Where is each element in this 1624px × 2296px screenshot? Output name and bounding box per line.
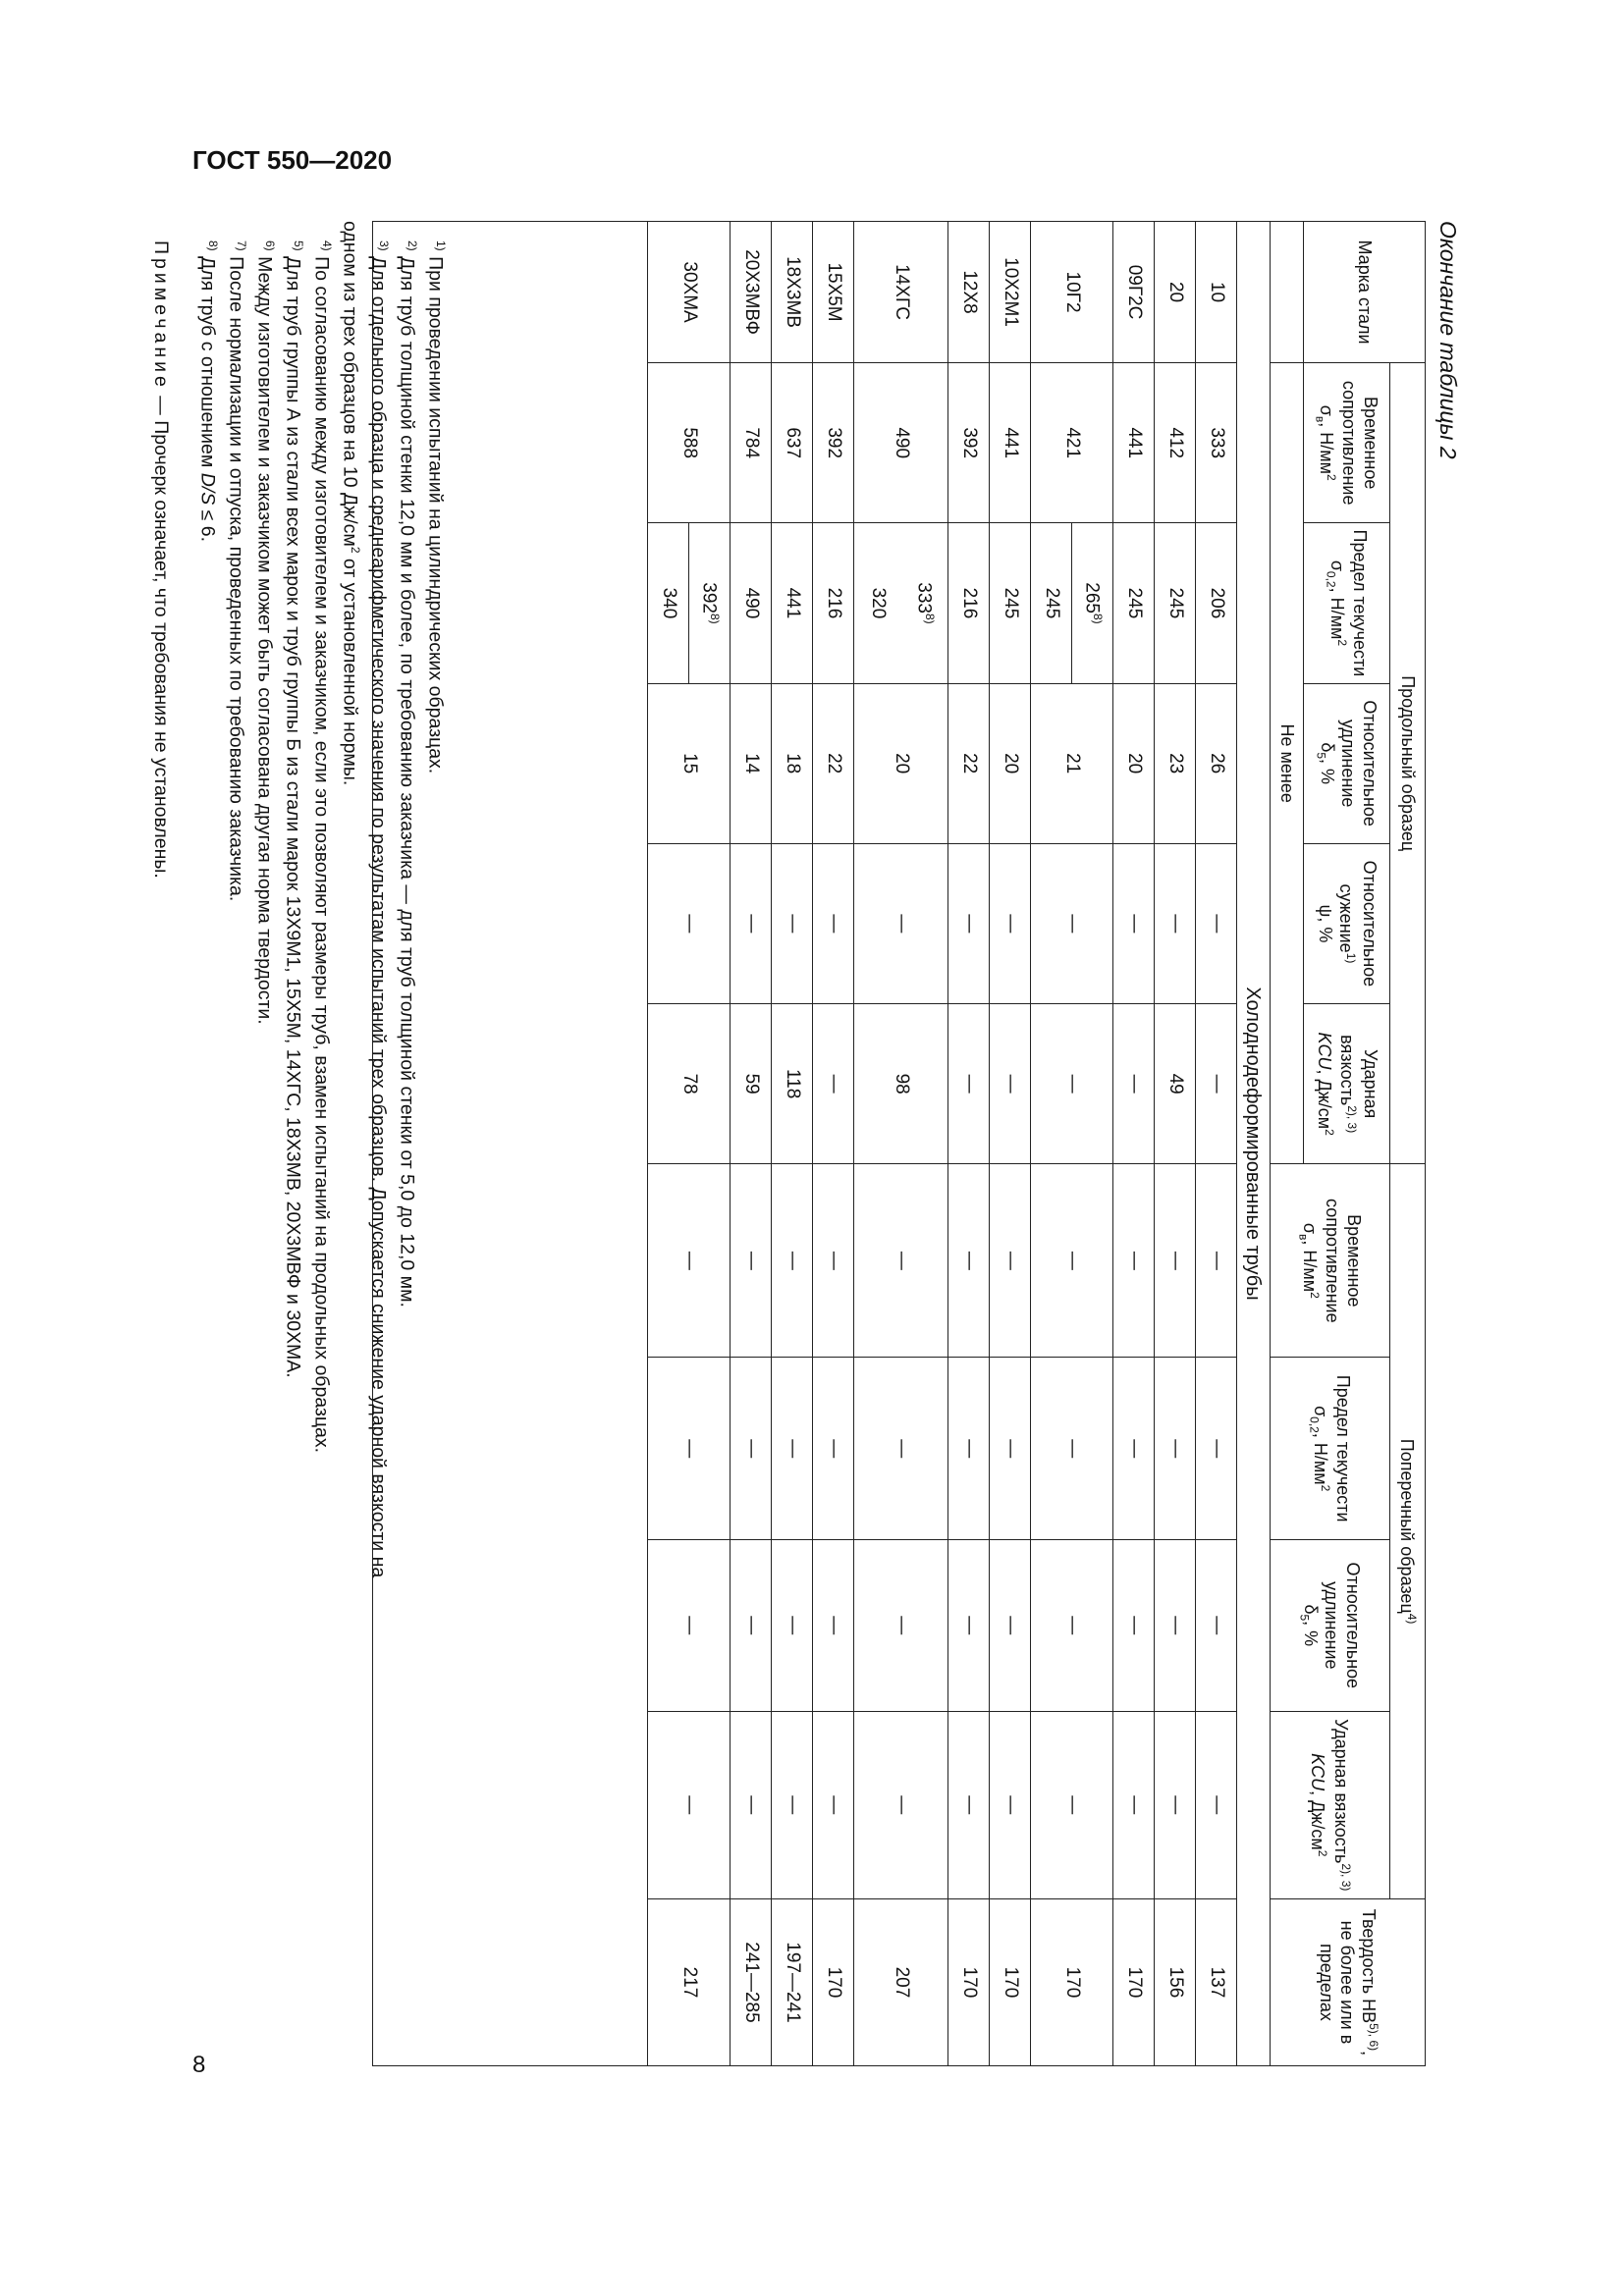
cell-yield: 333$^{8)}$ [901, 523, 948, 683]
cell-contraction: — [1031, 843, 1113, 1003]
cell-yield: 490 [731, 523, 772, 683]
cell-tr-impact: — [854, 1711, 948, 1898]
cell-tr-yield: — [648, 1358, 731, 1540]
cell-tensile: 588 [648, 363, 731, 523]
header-tr-tensile: Временное сопротивление $\sigma_в$, $Н/мм^2$ [1271, 1164, 1390, 1358]
table-row [901, 222, 948, 2066]
cell-yield: 216 [948, 523, 990, 683]
header-impact: Ударная вязкость$^{2), 3)}$ KCU, $Дж/см^2$ [1304, 1004, 1390, 1164]
cell-tr-tensile: — [772, 1164, 813, 1358]
cell-contraction: — [1196, 843, 1237, 1003]
cell-impact: 98 [854, 1004, 948, 1164]
header-tensile: Временное сопротивление $\sigma_в$, $Н/мм^2$ [1304, 363, 1390, 523]
cell-contraction: — [731, 843, 772, 1003]
header-longitudinal: Продольный образец [1390, 363, 1426, 1164]
table-row [689, 222, 731, 2066]
cell-contraction: — [990, 843, 1031, 1003]
cell-tr-tensile: — [1031, 1164, 1113, 1358]
cell-steel: 14ХГС [854, 222, 948, 363]
cell-contraction: — [854, 843, 948, 1003]
section-title: Холоднодеформированные трубы [1237, 222, 1271, 2066]
cell-steel: 15Х5М [813, 222, 854, 363]
table-row [1155, 222, 1196, 2066]
cell-hardness: 170 [948, 1898, 990, 2065]
cell-tensile: 637 [772, 363, 813, 523]
cell-elongation: 14 [731, 683, 772, 843]
cell-contraction: — [948, 843, 990, 1003]
cell-elongation: 22 [813, 683, 854, 843]
cell-tensile: 392 [948, 363, 990, 523]
cell-hardness: 207 [854, 1898, 948, 2065]
cell-tr-elongation: — [648, 1540, 731, 1711]
cell-tensile: 441 [990, 363, 1031, 523]
cell-elongation: 20 [990, 683, 1031, 843]
cell-elongation: 26 [1196, 683, 1237, 843]
table-row [813, 222, 854, 2066]
cell-impact: — [813, 1004, 854, 1164]
cell-tensile: 333 [1196, 363, 1237, 523]
page-number: 8 [192, 2052, 206, 2078]
cell-tensile: 490 [854, 363, 948, 523]
cell-tr-impact: — [648, 1711, 731, 1898]
cell-tr-tensile: — [854, 1164, 948, 1358]
cell-contraction: — [813, 843, 854, 1003]
cell-elongation: 20 [854, 683, 948, 843]
cell-steel: 10 [1196, 222, 1237, 363]
cell-elongation: 20 [1113, 683, 1155, 843]
table-row [1072, 222, 1113, 2066]
cell-tr-tensile: — [731, 1164, 772, 1358]
cell-contraction: — [1155, 843, 1196, 1003]
header-tr-yield: Предел текучести $\sigma_{0,2}$, $Н/мм^2$ [1271, 1358, 1390, 1540]
table-row [772, 222, 813, 2066]
cell-tr-elongation: — [772, 1540, 813, 1711]
cell-impact: — [990, 1004, 1031, 1164]
cell-elongation: 21 [1031, 683, 1113, 843]
table-row [948, 222, 990, 2066]
cell-tr-impact: — [772, 1711, 813, 1898]
header-tr-elongation: Относительное удлинение $\delta_5$, % [1271, 1540, 1390, 1711]
cell-tr-elongation: — [1155, 1540, 1196, 1711]
cell-tr-tensile: — [1196, 1164, 1237, 1358]
cell-elongation: 22 [948, 683, 990, 843]
rotated-page-content [150, 221, 1461, 2066]
cell-yield: 392$^{8)}$ [689, 523, 731, 683]
header-elongation: Относительное удлинение $\delta_5$, % [1304, 683, 1390, 843]
cell-tr-elongation: — [1113, 1540, 1155, 1711]
header-steel: Марка стали [1304, 222, 1426, 363]
cell-tensile: 392 [813, 363, 854, 523]
cell-tr-elongation: — [990, 1540, 1031, 1711]
header-hardness: Твердость $НВ^{5), 6)}$, не более или в пределах [1271, 1898, 1426, 2065]
cell-tr-yield: — [854, 1358, 948, 1540]
cell-tr-impact: — [1031, 1711, 1113, 1898]
cell-yield: 216 [813, 523, 854, 683]
cell-tr-yield: — [813, 1358, 854, 1540]
cell-tr-yield: — [772, 1358, 813, 1540]
cell-tr-yield: — [731, 1358, 772, 1540]
footnote-4: $^{4)}$ По согласованию между изготовителем и заказчиком, если это позволяют размеры труб, взамен испытаний на продольных образцах. [310, 240, 334, 1454]
cell-tr-impact: — [1113, 1711, 1155, 1898]
cell-elongation: 18 [772, 683, 813, 843]
cell-tr-elongation: — [948, 1540, 990, 1711]
header-not-less: Не менее [1271, 363, 1304, 1164]
table-row [990, 222, 1031, 2066]
cell-impact: — [948, 1004, 990, 1164]
header-transverse: Поперечный образец$^{4)}$ [1390, 1164, 1426, 1899]
cell-steel: 30ХМА [648, 222, 731, 363]
cell-hardness: 137 [1196, 1898, 1237, 2065]
cell-yield: 206 [1196, 523, 1237, 683]
table-row [1196, 222, 1237, 2066]
footnote-2: $^{2)}$ Для труб толщиной стенки 12,0 мм и более, по требованию заказчика — для труб толщиной стенки от 5,0 до 12,0 мм. [396, 240, 419, 1308]
cell-tr-tensile: — [1113, 1164, 1155, 1358]
cell-impact: 49 [1155, 1004, 1196, 1164]
cell-tr-tensile: — [1155, 1164, 1196, 1358]
footnote-3-continued: одном из трех образцов на 10 $Дж/см^2$ от установленной нормы. [339, 221, 362, 786]
table-row [731, 222, 772, 2066]
cell-tr-tensile: — [648, 1164, 731, 1358]
cell-tensile: 784 [731, 363, 772, 523]
cell-impact: — [1031, 1004, 1113, 1164]
cell-yield: 340 [648, 523, 689, 683]
cell-tr-tensile: — [948, 1164, 990, 1358]
cell-hardness: 170 [1113, 1898, 1155, 2065]
cell-tr-impact: — [948, 1711, 990, 1898]
cell-tr-impact: — [1196, 1711, 1237, 1898]
cell-impact: 118 [772, 1004, 813, 1164]
cell-tr-impact: — [813, 1711, 854, 1898]
cell-impact: 59 [731, 1004, 772, 1164]
cell-hardness: 217 [648, 1898, 731, 2065]
cell-steel: 20 [1155, 222, 1196, 363]
table-note: Примечание — Прочерк означает, что требования не установлены. [150, 240, 172, 879]
cell-hardness: 156 [1155, 1898, 1196, 2065]
cell-tr-yield: — [1031, 1358, 1113, 1540]
cell-tr-tensile: — [990, 1164, 1031, 1358]
cell-tensile: 412 [1155, 363, 1196, 523]
cell-hardness: 170 [813, 1898, 854, 2065]
cell-yield: 245 [1113, 523, 1155, 683]
cell-tensile: 421 [1031, 363, 1113, 523]
cell-yield: 245 [990, 523, 1031, 683]
cell-steel: 20Х3МВФ [731, 222, 772, 363]
cell-steel: 09Г2С [1113, 222, 1155, 363]
footnote-3: $^{3)}$ Для отдельного образца и среднеарифметического значения по результатам испытаний трех образцов. Допускается снижение ударной вязкости на [367, 240, 391, 1578]
cell-yield: 441 [772, 523, 813, 683]
cell-steel: 18Х3МВ [772, 222, 813, 363]
cell-contraction: — [648, 843, 731, 1003]
footnote-5: $^{5)}$ Для труб группы А из стали всех марок и труб группы Б из стали марок 13Х9М1, 15Х5М, 14ХГС, 18Х3МВ, 20Х3МВФ и 30ХМА. [282, 240, 305, 1378]
cell-tr-elongation: — [854, 1540, 948, 1711]
cell-elongation: 15 [648, 683, 731, 843]
footnote-1: $^{1)}$ При проведении испытаний на цилиндрических образцах. [424, 240, 448, 774]
cell-tr-yield: — [1113, 1358, 1155, 1540]
cell-impact: — [1113, 1004, 1155, 1164]
cell-contraction: — [1113, 843, 1155, 1003]
cell-tensile: 441 [1113, 363, 1155, 523]
header-contraction: Относительное сужение$^{1)}$ ψ, % [1304, 843, 1390, 1003]
footnote-7: $^{7)}$ После нормализации и отпуска, проведенных по требованию заказчика. [225, 240, 248, 902]
cell-elongation: 23 [1155, 683, 1196, 843]
cell-tr-elongation: — [813, 1540, 854, 1711]
cell-yield: 245 [1155, 523, 1196, 683]
cell-yield: 245 [1031, 523, 1072, 683]
cell-yield: 265$^{8)}$ [1072, 523, 1113, 683]
cell-hardness: 197—241 [772, 1898, 813, 2065]
cell-tr-elongation: — [1196, 1540, 1237, 1711]
cell-steel: 12Х8 [948, 222, 990, 363]
cell-tr-impact: — [990, 1711, 1031, 1898]
cell-contraction: — [772, 843, 813, 1003]
cell-tr-impact: — [731, 1711, 772, 1898]
table-row [1113, 222, 1155, 2066]
cell-yield: 320 [854, 523, 901, 683]
cell-tr-elongation: — [731, 1540, 772, 1711]
cell-impact: 78 [648, 1004, 731, 1164]
cell-hardness: 170 [1031, 1898, 1113, 2065]
cell-hardness: 241—285 [731, 1898, 772, 2065]
header-tr-impact: Ударная вязкость$^{2), 3)}$ KCU, $Дж/см^2$ [1271, 1711, 1390, 1898]
header-blank [1271, 222, 1304, 363]
properties-table [372, 221, 1426, 2066]
cell-steel: 10Г2 [1031, 222, 1113, 363]
footnotes [149, 221, 453, 2066]
cell-tr-tensile: — [813, 1164, 854, 1358]
footnote-6: $^{6)}$ Между изготовителем и заказчиком может быть согласована другая норма твердости. [253, 240, 277, 1025]
cell-tr-yield: — [1155, 1358, 1196, 1540]
cell-steel: 10Х2М1 [990, 222, 1031, 363]
cell-tr-yield: — [1196, 1358, 1237, 1540]
cell-tr-yield: — [948, 1358, 990, 1540]
table-caption: Окончание таблицы 2 [1435, 221, 1461, 459]
footnote-8: $^{8)}$ Для труб с отношением D/S ≤ 6. [196, 240, 220, 543]
cell-hardness: 170 [990, 1898, 1031, 2065]
cell-tr-elongation: — [1031, 1540, 1113, 1711]
header-yield: Предел текучести $\sigma_{0,2}$, $Н/мм^2$ [1304, 523, 1390, 683]
cell-impact: — [1196, 1004, 1237, 1164]
document-code: ГОСТ 550—2020 [192, 145, 393, 175]
cell-tr-impact: — [1155, 1711, 1196, 1898]
cell-tr-yield: — [990, 1358, 1031, 1540]
